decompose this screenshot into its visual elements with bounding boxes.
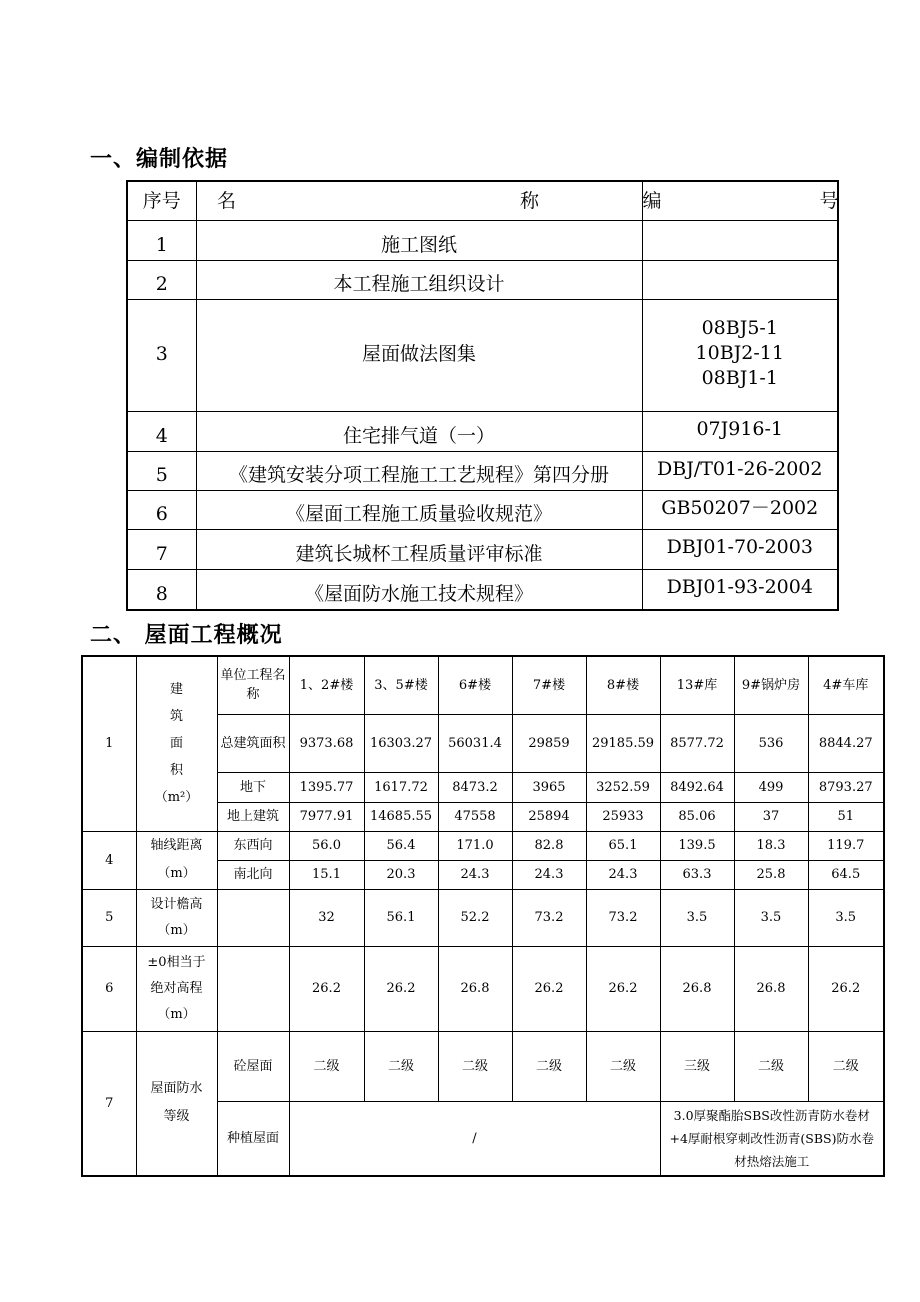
table-row: 6 《屋面工程施工质量验收规范》 GB50207－2002 [127, 490, 838, 529]
col-header-code: 编 号 [642, 181, 838, 220]
table-row: 1 建 筑 面 积 （m²） 单位工程名称 1、2#楼 3、5#楼 6#楼 7#楼 8#楼 13#库 9#锅炉房 4#车库 [82, 656, 884, 714]
table-row: 4 轴线距离（m） 东西向 56.0 56.4 171.0 82.8 65.1 139.5 18.3 119.7 [82, 831, 884, 860]
table-row: 1 施工图纸 [127, 220, 838, 260]
table-row: 地下 1395.77 1617.72 8473.2 3965 3252.59 8492.64 499 8793.27 [82, 772, 884, 802]
basis-table [126, 180, 879, 611]
table-row: 5 设计檐高（m） 32 56.1 52.2 73.2 73.2 3.5 3.5 3.5 [82, 889, 884, 946]
section1-heading: 一、编制依据 [90, 147, 229, 172]
table-row: 8 《屋面防水施工技术规程》 DBJ01-93-2004 [127, 569, 838, 610]
table-row: 南北向 15.1 20.3 24.3 24.3 24.3 63.3 25.8 64.5 [82, 860, 884, 889]
col-header-name: 名 称 [196, 181, 642, 220]
col-header-no: 序号 [127, 181, 196, 220]
table-row: 7 屋面防水等级 砼屋面 二级 二级 二级 二级 二级 三级 二级 二级 [82, 1031, 884, 1101]
table-row: 2 本工程施工组织设计 [127, 260, 838, 299]
table-row: 3 屋面做法图集 08BJ5-1 10BJ2-11 08BJ1-1 [127, 299, 838, 411]
section2-heading: 二、 屋面工程概况 [90, 623, 283, 648]
roof-overview-table [81, 655, 885, 1177]
table-header-row [127, 181, 838, 220]
table-row: 4 住宅排气道（一） 07J916-1 [127, 411, 838, 451]
area-label: 建 筑 面 积 （m²） [136, 656, 217, 831]
table-row: 7 建筑长城杯工程质量评审标准 DBJ01-70-2003 [127, 529, 838, 569]
table-row: 总建筑面积 9373.68 16303.27 56031.4 29859 29185.59 8577.72 536 8844.27 [82, 714, 884, 772]
table-row: 地上建筑 7977.91 14685.55 47558 25894 25933 85.06 37 51 [82, 802, 884, 831]
table-row: 种植屋面 / 3.0厚聚酯胎SBS改性沥青防水卷材+4厚耐根穿刺改性沥青(SBS)防水卷材热熔法施工 [82, 1101, 884, 1176]
table-row: 6 ±0相当于绝对高程（m） 26.2 26.2 26.8 26.2 26.2 26.8 26.8 26.2 [82, 946, 884, 1031]
table-row: 5 《建筑安装分项工程施工工艺规程》第四分册 DBJ/T01-26-2002 [127, 451, 838, 490]
